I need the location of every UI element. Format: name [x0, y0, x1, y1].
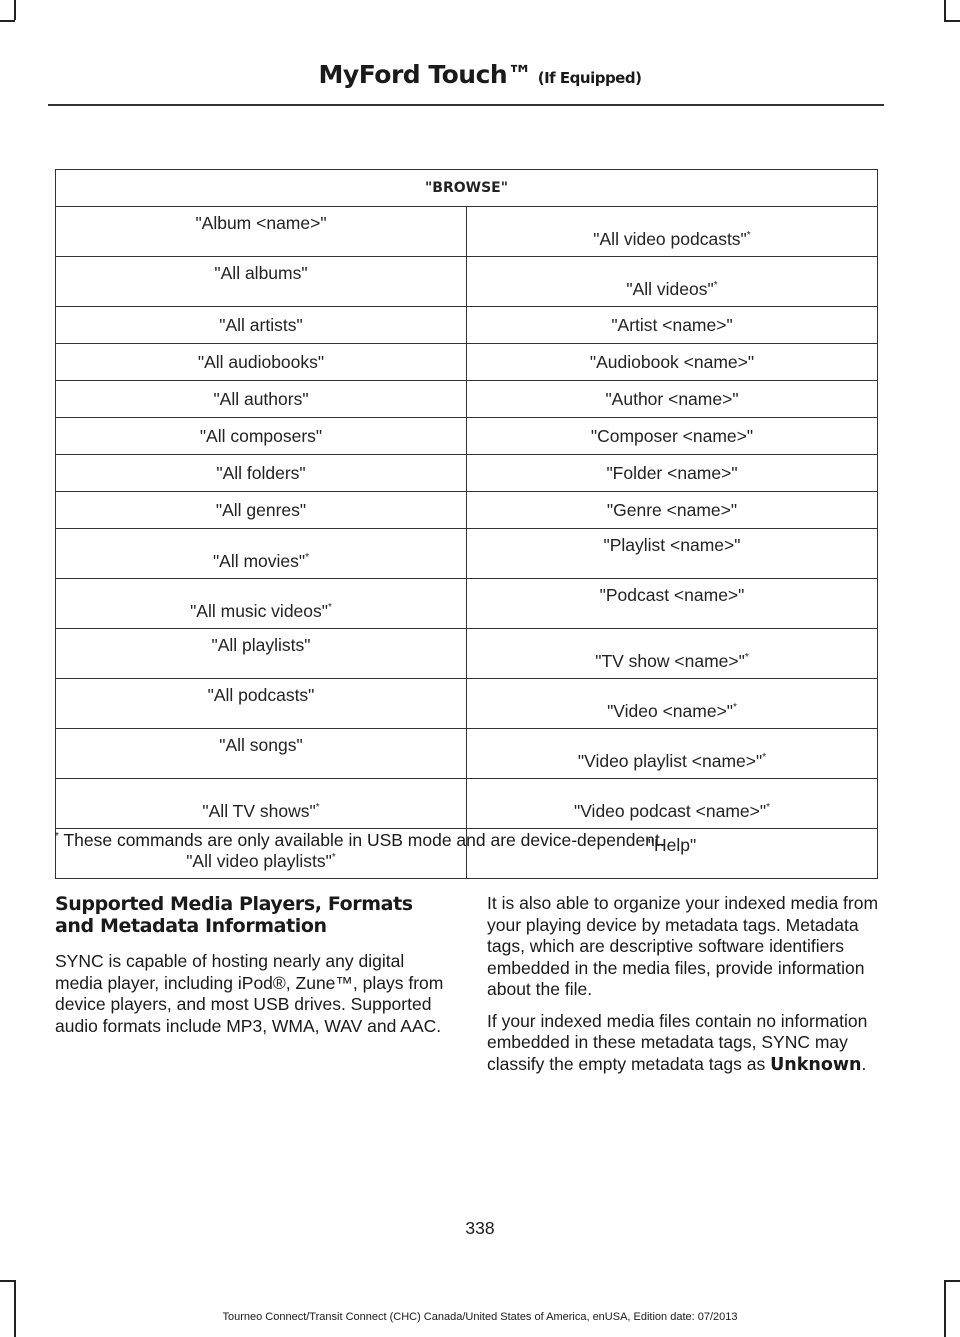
table-row	[56, 529, 878, 579]
table-cell-left: "All artists"	[56, 307, 467, 344]
table-cell-left: "All albums"	[56, 257, 467, 307]
table-cell-right: "Video podcast <name>"*	[467, 779, 878, 829]
table-cell-left: "All music videos"*	[56, 579, 467, 629]
table-cell-left: "All authors"	[56, 381, 467, 418]
table-cell-right: "Genre <name>"	[467, 492, 878, 529]
header-subtitle: (If Equipped)	[537, 69, 642, 87]
table-row	[56, 344, 878, 381]
table-cell-right: "All videos"*	[467, 257, 878, 307]
edition-footer: Tourneo Connect/Transit Connect (CHC) Canada/United States of America, enUSA, Edition date: 07/2013	[222, 1311, 738, 1323]
table-cell-left: "All folders"	[56, 455, 467, 492]
unknown-label: Unknown	[770, 1054, 862, 1075]
crop-mark-bottom-left-v	[14, 1280, 16, 1337]
table-cell-left: "All playlists"	[56, 629, 467, 679]
section-heading: Supported Media Players, Formats and Metadata Information	[55, 893, 413, 937]
table-cell-right: "Video playlist <name>"*	[467, 729, 878, 779]
crop-mark-bottom-right-v	[944, 1280, 946, 1337]
left-column	[55, 893, 450, 1047]
table-cell-right: "Help"	[467, 829, 878, 879]
table-row	[56, 307, 878, 344]
table-row	[56, 629, 878, 679]
table-heading: "BROWSE"	[56, 170, 878, 207]
right-column	[487, 893, 882, 1086]
crop-mark-top-right-h	[944, 20, 960, 22]
table-cell-right: "Artist <name>"	[467, 307, 878, 344]
table-row	[56, 579, 878, 629]
browse-commands-table	[55, 169, 878, 879]
table-cell-left: "All genres"	[56, 492, 467, 529]
table-row	[56, 729, 878, 779]
table-cell-right: "All video podcasts"*	[467, 207, 878, 257]
table-cell-right: "Folder <name>"	[467, 455, 878, 492]
footnote	[55, 830, 895, 851]
page-header	[0, 60, 960, 89]
table-row	[56, 455, 878, 492]
header-trademark: ™	[507, 60, 532, 89]
table-cell-left: "All podcasts"	[56, 679, 467, 729]
crop-mark-top-left-h	[0, 20, 15, 22]
table-cell-right: "TV show <name>"*	[467, 629, 878, 679]
table-row	[56, 381, 878, 418]
footnote-marker: *	[55, 831, 59, 843]
table-cell-left: "All movies"*	[56, 529, 467, 579]
section-paragraph-3: If your indexed media files contain no information embedded in these metadata tags, SYNC may classify the empty metadata tags as Unknown.	[487, 1010, 868, 1075]
table-row	[56, 679, 878, 729]
table-cell-left: "Album <name>"	[56, 207, 467, 257]
table-cell-left: "All TV shows"*	[56, 779, 467, 829]
crop-mark-bottom-left-h	[0, 1280, 15, 1282]
section-paragraph-1: SYNC is capable of hosting nearly any digital media player, including iPod®, Zune™, plays from device players, and most USB drives. Supported audio formats include MP3, WMA, WAV and AAC.	[55, 951, 444, 1036]
table-cell-right: "Audiobook <name>"	[467, 344, 878, 381]
header-title: MyFord Touch	[318, 60, 508, 89]
table-body	[56, 207, 878, 879]
table-cell-left: "All composers"	[56, 418, 467, 455]
table-cell-right: "Playlist <name>"	[467, 529, 878, 579]
table-row	[56, 207, 878, 257]
table-row	[56, 779, 878, 829]
table-cell-left: "All audiobooks"	[56, 344, 467, 381]
crop-mark-top-right-v	[944, 0, 946, 20]
section-paragraph-2: It is also able to organize your indexed media from your playing device by metadata tags. Metadata tags, which are descriptive software identifiers embedded in the media files, provide information about the file.	[487, 893, 879, 999]
table-cell-left: "All songs"	[56, 729, 467, 779]
table-cell-right: "Author <name>"	[467, 381, 878, 418]
table-row	[56, 257, 878, 307]
table-cell-right: "Composer <name>"	[467, 418, 878, 455]
table-row	[56, 492, 878, 529]
page-number: 338	[465, 1218, 495, 1238]
crop-mark-top-left-v	[14, 0, 16, 20]
header-divider	[48, 104, 884, 106]
table-cell-right: "Video <name>"*	[467, 679, 878, 729]
table-cell-left: "All video playlists"*	[56, 829, 467, 879]
footnote-text: These commands are only available in USB mode and are device-dependent.	[58, 830, 665, 850]
crop-mark-bottom-right-h	[944, 1280, 960, 1282]
table-row	[56, 418, 878, 455]
table-cell-right: "Podcast <name>"	[467, 579, 878, 629]
